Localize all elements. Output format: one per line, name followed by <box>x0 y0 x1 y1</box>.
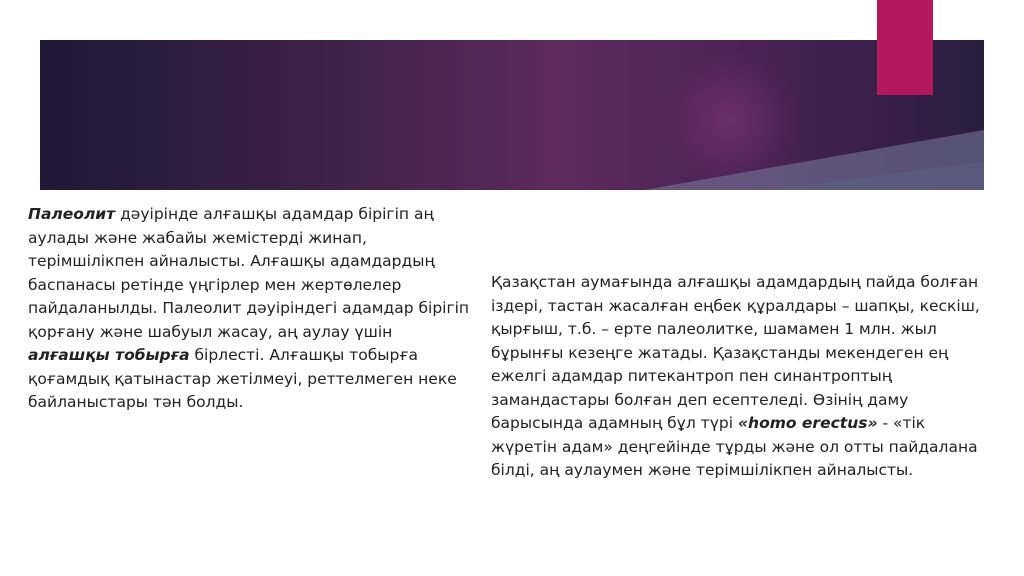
paleolith-paragraph <box>28 203 473 415</box>
paleolith-term: Палеолит <box>28 205 116 223</box>
accent-bar <box>877 0 933 95</box>
kazakhstan-paragraph <box>491 271 996 483</box>
paleolith-text-part2: бірлесті. Алғашқы тобырға қоғамдық қатынастар жетілмеуі, реттелмеген неке байланыстары тән болды. <box>28 346 457 411</box>
banner-sweep-decoration-inner <box>764 162 984 190</box>
header-banner <box>40 40 984 190</box>
homo-erectus-term: «homo erectus» <box>737 414 878 432</box>
kazakhstan-text-part2: - «тік жүретін адам» деңгейінде тұрды және ол отты пайдалана білді, аң аулаумен және терімшілікпен айналысты. <box>491 414 978 479</box>
kazakhstan-text-part1: Қазақстан аумағында алғашқы адамдардың пайда болған іздері, тастан жасалған еңбек құралдары – шапқы, кескіш, қырғыш, т.б. – ерте палеолитке, шамамен 1 млн. жыл бұрынғы кезеңге жатады. Қазақстанды мекендеген ең ежелгі адамдар питекантроп пен синантроптың замандастары болған деп есептеледі. Өзінің даму барысында адамның бұл түрі <box>491 273 980 432</box>
paleolith-text-part1: дәуірінде алғашқы адамдар бірігіп аң аулады және жабайы жемістерді жинап, терімшілікпен айналысты. Алғашқы адамдардың баспанасы ретінде үңгірлер мен жертөлелер пайдаланылды. Палеолит дәуіріндегі адамдар бірігіп қорғану және шабуыл жасау, аң аулау үшін <box>28 205 470 341</box>
primitive-herd-term: алғашқы тобырға <box>28 346 190 364</box>
